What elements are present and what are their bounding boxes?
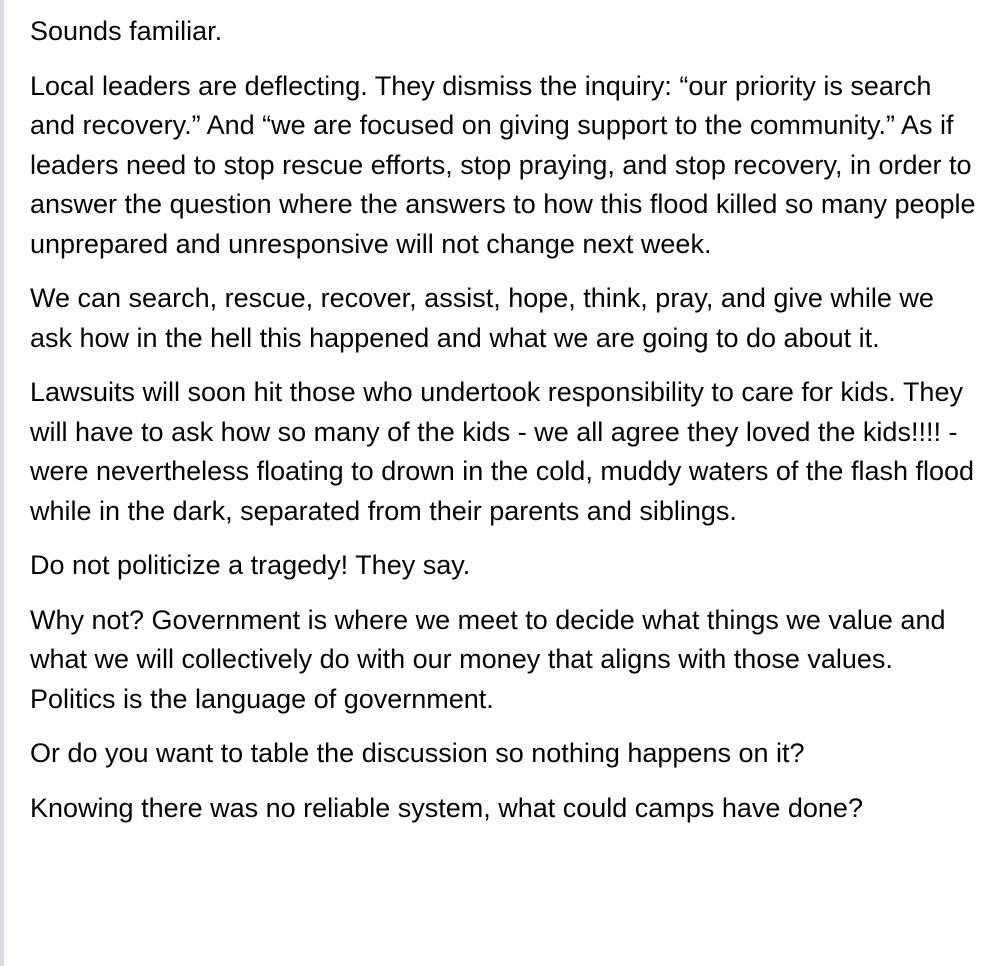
post-paragraph: We can search, rescue, recover, assist, hope, think, pray, and give while we ask how in the hell this happened and what we are going to do about it. bbox=[30, 283, 934, 353]
post-paragraph: Sounds familiar. bbox=[30, 16, 223, 46]
post-paragraph: Why not? Government is where we meet to decide what things we value and what we will collectively do with our money that aligns with those values. Politics is the language of government. bbox=[30, 604, 946, 714]
post-paragraph: Local leaders are deflecting. They dismiss the inquiry: “our priority is search and recovery.” And “we are focused on giving support to the community.” As if leaders need to stop rescue efforts, stop praying, and stop recovery, in order to answer the question where the answers to how this flood killed so many people unprepared and unresponsive will not change next week. bbox=[30, 70, 976, 259]
post-paragraph: Or do you want to table the discussion so nothing happens on it? bbox=[30, 738, 805, 768]
post-paragraph: Lawsuits will soon hit those who undertook responsibility to care for kids. They will have to ask how so many of the kids - we all agree they loved the kids!!!! - were nevertheless floating to drown in the cold, muddy waters of the flash flood while in the dark, separated from their parents and siblings. bbox=[30, 377, 975, 526]
post-body-text bbox=[30, 12, 980, 843]
post-paragraph: Knowing there was no reliable system, what could camps have done? bbox=[30, 792, 863, 823]
left-divider bbox=[0, 0, 4, 966]
post-paragraph: Do not politicize a tragedy! They say. bbox=[30, 550, 471, 580]
